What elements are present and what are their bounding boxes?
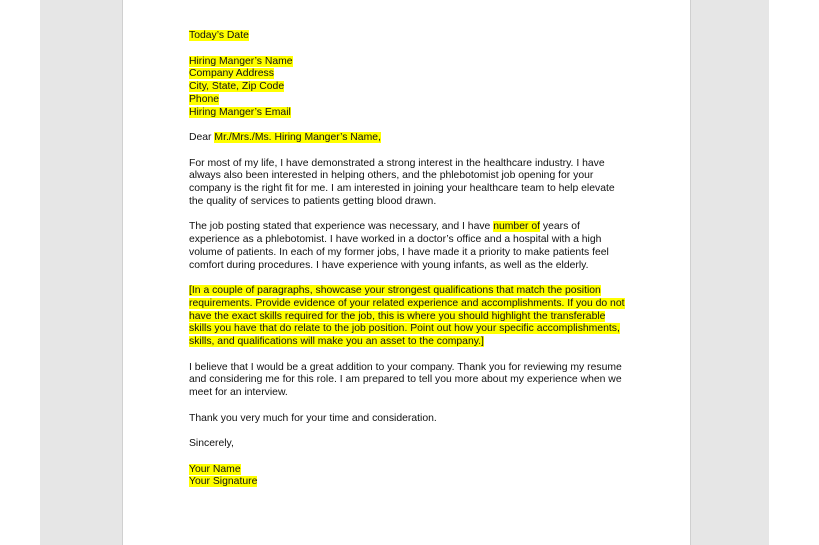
company-address-line bbox=[189, 68, 629, 81]
valediction: Sincerely, bbox=[189, 438, 234, 449]
your-signature-line bbox=[189, 476, 629, 489]
body-paragraph-1: For most of my life, I have demonstrated a strong interest in the healthcare industry. I have always also been interested in helping others, and the phlebotomist job opening for your company is the right fit for me. I am interested in joining your healthcare team to help elevate the quality of services to patients getting blood drawn. bbox=[189, 157, 615, 207]
salutation-prefix: Dear bbox=[189, 132, 215, 143]
recipient-name-line bbox=[189, 56, 629, 69]
body-paragraph-2 bbox=[189, 221, 629, 272]
recipient-name-placeholder: Hiring Manger’s Name bbox=[189, 55, 293, 67]
left-gutter bbox=[40, 0, 123, 545]
years-placeholder: number of bbox=[493, 221, 541, 233]
right-gutter bbox=[690, 0, 769, 545]
paragraph-2-end: years of experience as a phlebotomist. I have worked in a doctor’s office and a hospital with a high volume of patients. In each of my former jobs, I have made it a priority to make patients feel comfort during procedures. I have experience with young infants, as well as the elderly. bbox=[189, 221, 609, 271]
qualifications-placeholder: [In a couple of paragraphs, showcase your strongest qualifications that match the position requirements. Provide evidence of your related experience and accomplishments. If you do not have the exact skills required for the job, this is where you should highlight the transferable skills you have that do relate to the job position. Point out how your specific accomplishments, skills, and qualifications will make you an asset to the company.] bbox=[189, 285, 625, 347]
body-paragraph-5: Thank you very much for your time and consideration. bbox=[189, 412, 437, 424]
date-line bbox=[189, 30, 629, 43]
document-body bbox=[189, 30, 629, 489]
your-signature-placeholder: Your Signature bbox=[189, 476, 258, 488]
phone-placeholder: Phone bbox=[189, 93, 220, 105]
body-paragraph-4: I believe that I would be a great addition to your company. Thank you for reviewing my resume and considering me for this role. I am prepared to tell you more about my experience when we meet for an interview. bbox=[189, 361, 622, 398]
company-address-placeholder: Company Address bbox=[189, 68, 274, 80]
phone-line bbox=[189, 94, 629, 107]
city-state-zip-placeholder: City, State, Zip Code bbox=[189, 81, 285, 92]
date-placeholder: Today’s Date bbox=[189, 30, 249, 41]
city-state-zip-line bbox=[189, 81, 629, 94]
salutation-name-placeholder: Mr./Mrs./Ms. Hiring Manger’s Name, bbox=[214, 132, 381, 143]
salutation bbox=[189, 132, 629, 145]
your-name-line bbox=[189, 464, 629, 477]
paragraph-2-start: The job posting stated that experience was necessary, and I have bbox=[189, 221, 494, 233]
recipient-email-placeholder: Hiring Manger’s Email bbox=[189, 106, 291, 118]
your-name-placeholder: Your Name bbox=[189, 463, 241, 475]
body-paragraph-3 bbox=[189, 285, 629, 349]
recipient-email-line bbox=[189, 107, 629, 120]
